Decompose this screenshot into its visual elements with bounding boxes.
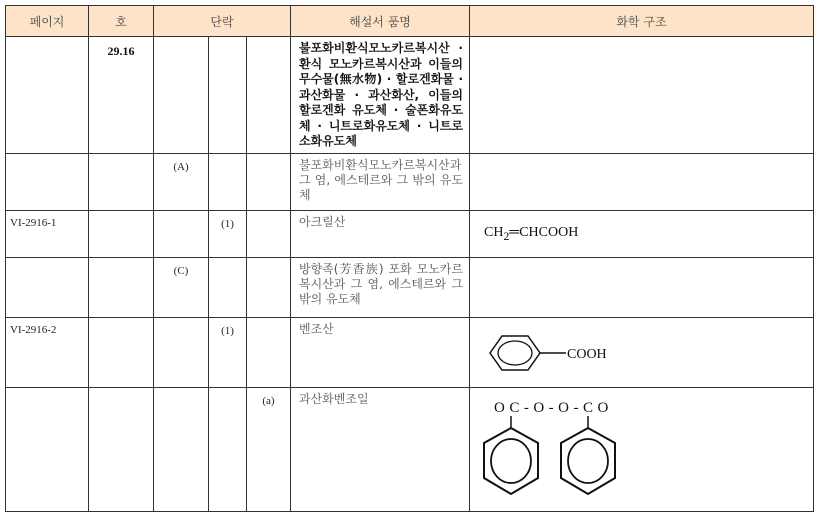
header-structure: 화학 구조 (470, 6, 814, 37)
page-cell (6, 388, 89, 512)
structure-cell (470, 154, 814, 211)
table-row (6, 37, 814, 154)
heading-cell: 29.16 (89, 37, 154, 154)
heading-cell (89, 154, 154, 211)
structure-benzoic-acid (470, 318, 814, 388)
structure-benzoyl-peroxide (470, 388, 814, 512)
peroxide-formula-label: OC-O-O-CO (494, 400, 613, 416)
benzoyl-peroxide-structure (470, 388, 670, 508)
para-cell (154, 37, 209, 154)
aromatic-circle (568, 439, 608, 483)
item-name: 불포화비환식모노카르복시산과 그 염, 에스테르와 그 밖의 유도체 (291, 154, 470, 211)
para-cell (209, 37, 247, 154)
para-cell (247, 154, 291, 211)
para-level2: (1) (209, 318, 247, 388)
para-cell (247, 211, 291, 258)
para-level3: (a) (247, 388, 291, 512)
formula-text: ═CHCOOH (509, 225, 579, 240)
heading-cell (89, 258, 154, 318)
table-row (6, 211, 814, 258)
item-name: 방향족(芳香族) 포화 모노카르복시산과 그 염, 에스테르와 그 밖의 유도체 (291, 258, 470, 318)
header-page: 페이지 (6, 6, 89, 37)
table-row (6, 258, 814, 318)
para-cell (247, 258, 291, 318)
para-cell (154, 318, 209, 388)
para-cell (154, 388, 209, 512)
aromatic-circle (491, 439, 531, 483)
aromatic-circle (498, 341, 532, 365)
header-heading: 호 (89, 6, 154, 37)
page-cell: VI-2916-2 (6, 318, 89, 388)
structure-cell (470, 37, 814, 154)
table-row (6, 154, 814, 211)
para-cell (209, 388, 247, 512)
page-cell (6, 258, 89, 318)
heading-cell (89, 211, 154, 258)
page-cell (6, 154, 89, 211)
item-name: 과산화벤조일 (291, 388, 470, 512)
heading-cell (89, 318, 154, 388)
header-item-name: 해설서 품명 (291, 6, 470, 37)
formula-text: CH (484, 225, 504, 240)
heading-cell (89, 388, 154, 512)
table-row (6, 318, 814, 388)
header-paragraph: 단락 (154, 6, 291, 37)
benzene-ring (561, 428, 615, 494)
para-cell (154, 211, 209, 258)
para-level2: (1) (209, 211, 247, 258)
para-cell (247, 318, 291, 388)
page-cell: VI-2916-1 (6, 211, 89, 258)
benzene-ring (484, 428, 538, 494)
cooh-label: COOH (567, 347, 607, 362)
benzoic-acid-structure (470, 318, 670, 384)
table-row (6, 388, 814, 512)
structure-acrylic-acid (470, 211, 814, 258)
para-cell (209, 154, 247, 211)
header-row (6, 6, 814, 37)
para-level1: (A) (154, 154, 209, 211)
page-cell (6, 37, 89, 154)
item-name: 벤조산 (291, 318, 470, 388)
formula-subscript: 2 (503, 229, 510, 243)
item-name: 불포화비환식모노카르복시산 · 환식 모노카르복시산과 이들의 무수물(無水物) · 할로겐화물 · 과산화물 · 과산화산, 이들의 할로겐화 유도체 · 술폰화유도체 · 니트로화유도체 · 니트로소화유도체 (291, 37, 470, 154)
hs-explanatory-table (5, 5, 814, 512)
para-cell (209, 258, 247, 318)
item-name: 아크릴산 (291, 211, 470, 258)
structure-cell (470, 258, 814, 318)
para-cell (247, 37, 291, 154)
para-level1: (C) (154, 258, 209, 318)
